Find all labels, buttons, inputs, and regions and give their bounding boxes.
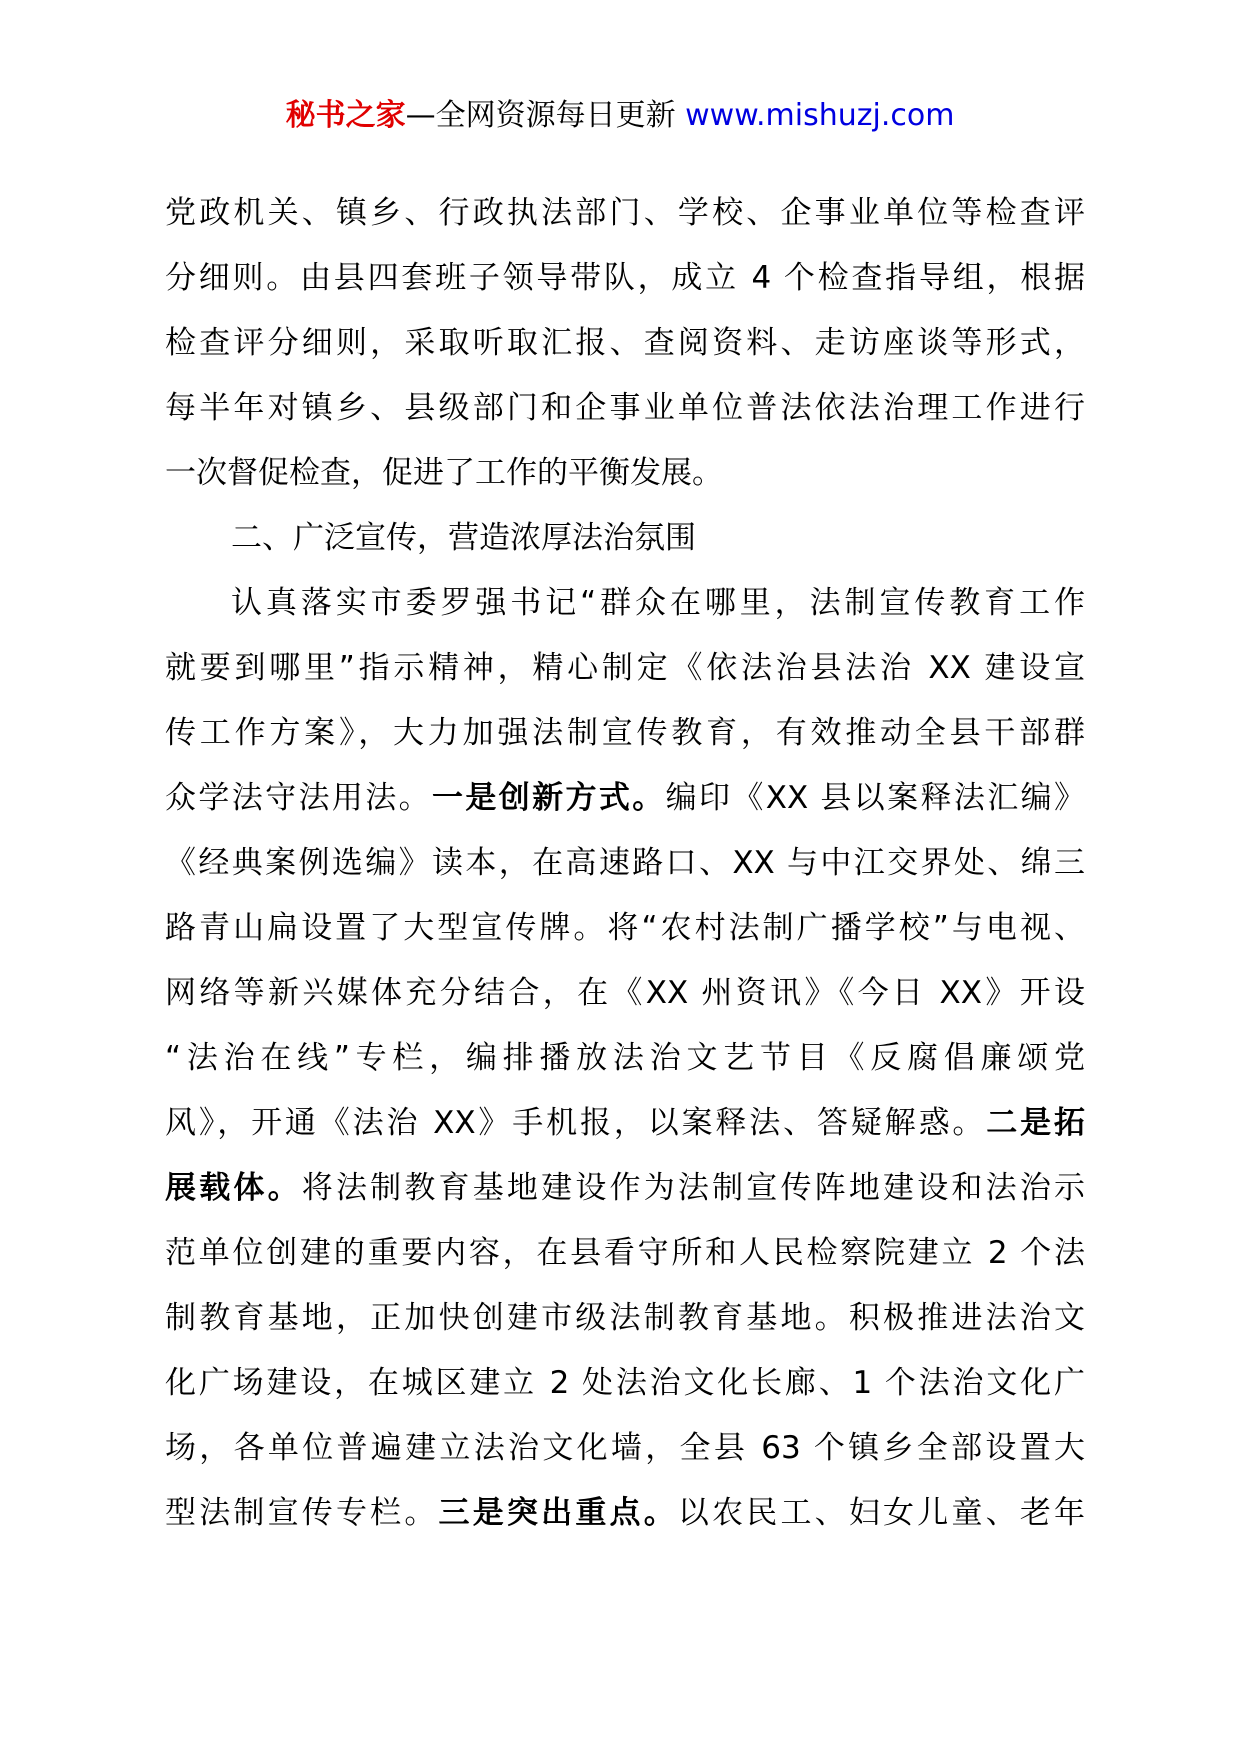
text-line: 就要到哪里”指示精神，精心制定《依法治县法治 XX 建设宣 [165,650,1085,686]
text-segment: 以农民工、妇女儿童、老年 [677,1495,1086,1531]
text-line: 《经典案例选编》读本，在高速路口、XX 与中江交界处、绵三 [165,845,1085,881]
text-line: 党政机关、镇乡、行政执法部门、学校、企事业单位等检查评 [165,195,1085,231]
text-segment: 型法制宣传专栏。 [165,1495,439,1531]
text-segment: 编印《XX 县以案释法汇编》 [665,780,1086,816]
text-segment: 风》，开通《法治 XX》手机报，以案释法、答疑解惑。 [165,1105,987,1141]
text-line: 一次督促检查，促进了工作的平衡发展。 [165,455,723,491]
bold-lead-phrase: 三是突出重点。 [438,1495,678,1531]
header-slogan: —全网资源每日更新 [405,98,676,133]
text-line: 网络等新兴媒体充分结合，在《XX 州资讯》《今日 XX》开设 [165,975,1085,1011]
section-heading: 二、广泛宣传，营造浓厚法治氛围 [231,520,696,556]
text-line: 制教育基地，正加快创建市级法制教育基地。积极推进法治文 [165,1300,1085,1336]
text-line [165,1481,1085,1546]
text-line [165,1156,1085,1221]
document-body [165,181,1085,1546]
bold-lead-phrase: 展载体。 [165,1170,302,1206]
text-line: 分细则。由县四套班子领导带队，成立 4 个检查指导组，根据 [165,260,1085,296]
header-url-link[interactable]: www.mishuzj.com [685,98,955,133]
text-segment: 众学法守法用法。 [165,780,432,816]
text-line: 范单位创建的重要内容，在县看守所和人民检察院建立 2 个法 [165,1235,1085,1271]
text-line [165,1091,1085,1156]
text-line: “法治在线”专栏，编排播放法治文艺节目《反腐倡廉颂党 [165,1040,1085,1076]
text-line: 传工作方案》，大力加强法制宣传教育，有效推动全县干部群 [165,715,1085,751]
text-segment: 将法制教育基地建设作为法制宣传阵地建设和法治示 [301,1170,1086,1206]
text-line: 认真落实市委罗强书记“群众在哪里，法制宣传教育工作 [231,585,1085,621]
text-line: 每半年对镇乡、县级部门和企事业单位普法依法治理工作进行 [165,390,1085,426]
text-line: 场，各单位普遍建立法治文化墙，全县 63 个镇乡全部设置大 [165,1430,1085,1466]
text-line [165,766,1085,831]
bold-lead-phrase: 二是拓 [986,1105,1085,1141]
text-line: 路青山扁设置了大型宣传牌。将“农村法制广播学校”与电视、 [165,910,1085,946]
header-brand: 秘书之家 [285,98,406,133]
page-header [0,96,1240,136]
text-line: 化广场建设，在城区建立 2 处法治文化长廊、1 个法治文化广 [165,1365,1085,1401]
bold-lead-phrase: 一是创新方式。 [431,780,666,816]
text-line: 检查评分细则，采取听取汇报、查阅资料、走访座谈等形式， [165,325,1085,361]
